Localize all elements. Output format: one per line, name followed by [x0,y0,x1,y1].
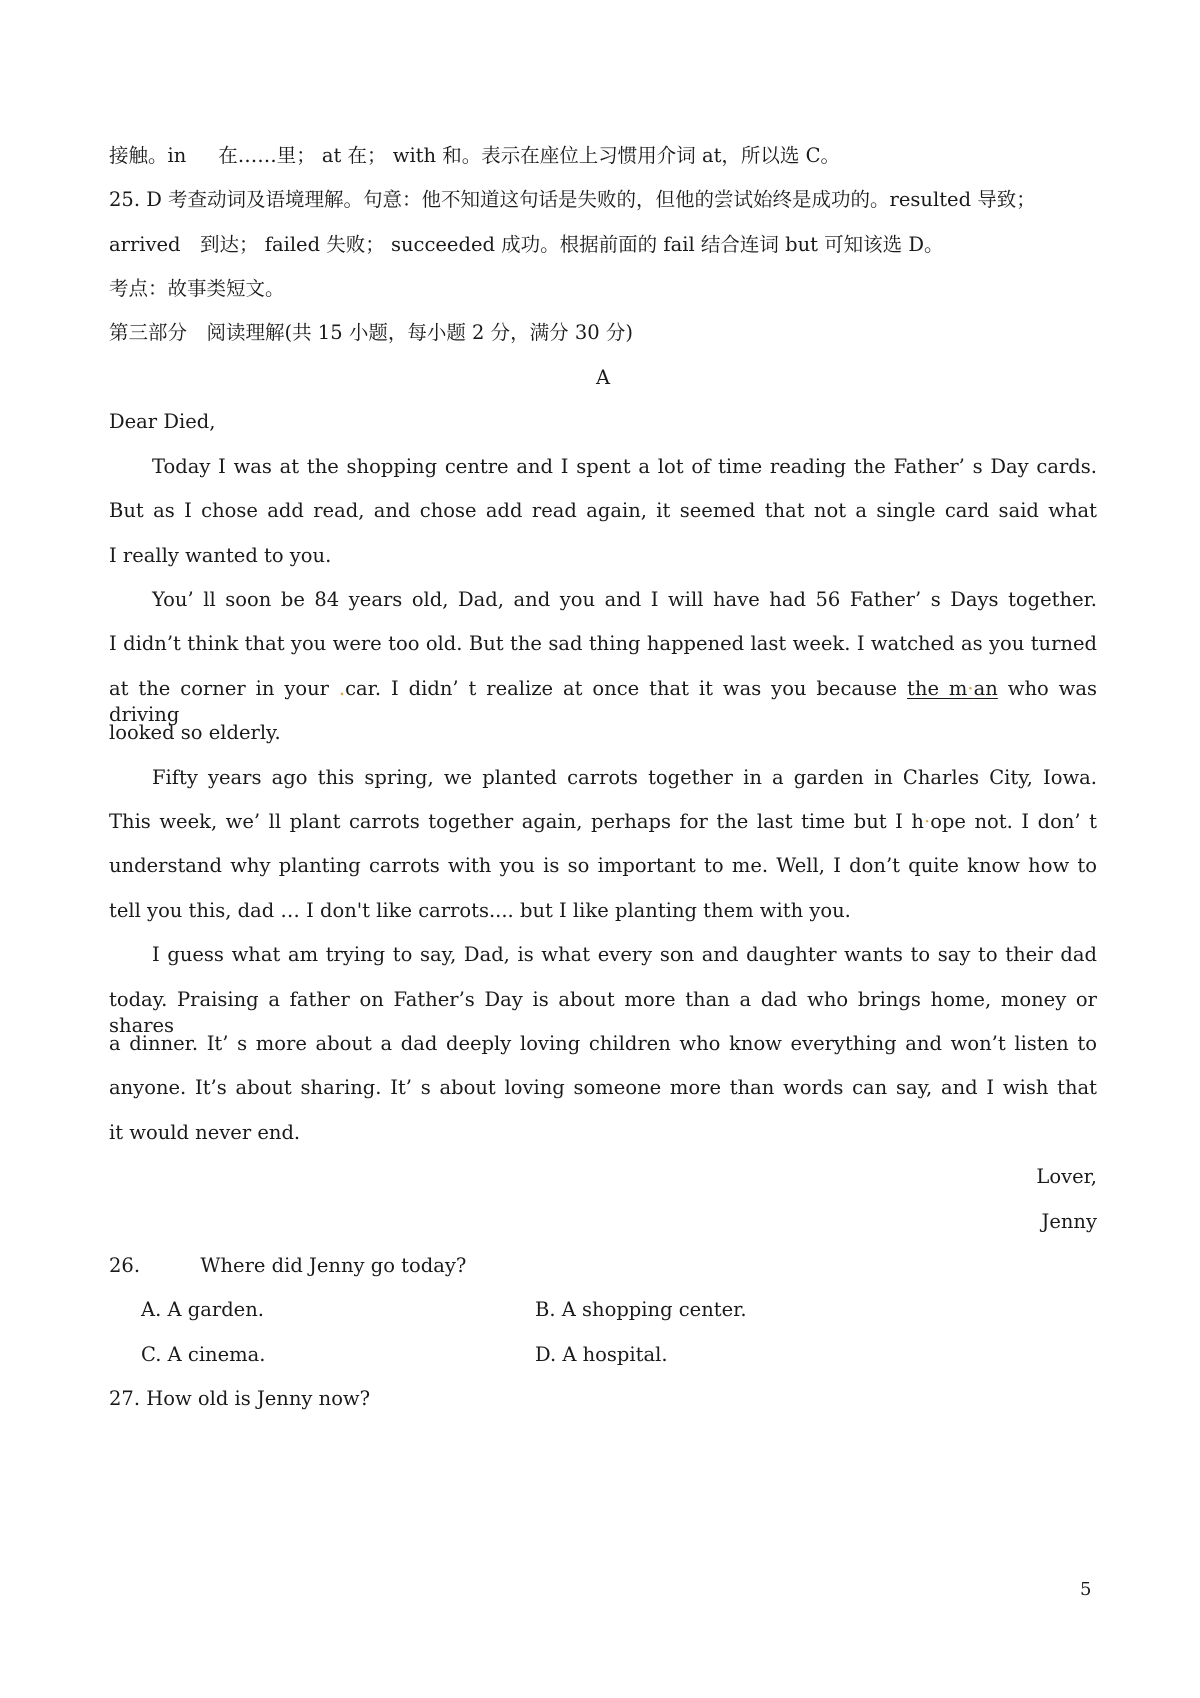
letter-line: understand why planting carrots with you is so important to me. Well, I don’t quite know how to [109,854,1097,877]
question-27: 27. How old is Jenny now? [109,1387,371,1410]
letter-closing: Lover, [1036,1165,1097,1188]
text-run: ope not. I don’ t [930,810,1097,833]
letter-line-with-underline [109,676,1098,726]
letter-line [109,809,1097,835]
text-run: an [973,677,998,700]
text-run: car. I didn’ t realize at once that it was you because [345,677,908,700]
question-text: Where did Jenny go today? [200,1254,467,1277]
letter-salutation: Dear Died, [109,410,216,433]
letter-line: anyone. It’s about sharing. It’ s about loving someone more than words can say, and I wish that [109,1076,1097,1099]
explanation-line-1: 接触。in 在……里； at 在； with 和。表示在座位上习惯用介词 at，所以选 C。 [109,144,841,167]
letter-line: looked so elderly. [109,721,281,744]
text-run: at the corner in your [109,677,339,700]
option-d: D. A hospital. [535,1343,668,1366]
letter-line: Fifty years ago this spring, we planted carrots together in a garden in Charles City, Iowa. [152,766,1097,789]
text-run: This week, we’ ll plant carrots together again, perhaps for the last time but I h [109,810,924,833]
letter-line: today. Praising a father on Father’s Day is about more than a dad who brings home, money or shares [109,988,1097,1037]
explanation-line-4: 考点：故事类短文。 [109,277,285,300]
highlight-mark: · [967,677,974,700]
highlight-mark: . [338,677,346,700]
explanation-line-2: 25. D 考查动词及语境理解。句意：他不知道这句话是失败的，但他的尝试始终是成功的。resulted 导致； [109,188,1036,211]
question-26 [109,1253,1097,1279]
letter-line: I really wanted to you. [109,544,332,567]
option-a: A. A garden. [141,1298,264,1321]
letter-line: tell you this, dad … I don't like carrots.... but I like planting them with you. [109,899,851,922]
letter-line: I didn’t think that you were too old. But the sad thing happened last week. I watched as you turned [109,632,1097,655]
option-b: B. A shopping center. [535,1298,747,1321]
question-number: 26. [109,1254,141,1277]
letter-line: it would never end. [109,1121,301,1144]
explanation-line-3: arrived 到达； failed 失败； succeeded 成功。根据前面的 fail 结合连词 but 可知该选 D。 [109,233,944,256]
page-number: 5 [1080,1579,1092,1600]
section-title: 第三部分 阅读理解(共 15 小题，每小题 2 分，满分 30 分) [109,321,633,344]
letter-signature: Jenny [1041,1210,1097,1233]
letter-line: I guess what am trying to say, Dad, is what every son and daughter wants to say to their dad [152,943,1097,966]
letter-line: Today I was at the shopping centre and I spent a lot of time reading the Father’ s Day cards. [152,455,1097,478]
text-run: who was driving [109,677,1098,726]
letter-line: But as I chose add read, and chose add read again, it seemed that not a single card said what [109,499,1097,522]
option-c: C. A cinema. [141,1343,266,1366]
text-run: the m [907,677,968,700]
passage-label: A [595,366,611,389]
letter-line: a dinner. It’ s more about a dad deeply loving children who know everything and won’t listen to [109,1032,1097,1055]
underlined-phrase [907,677,998,700]
highlight-mark: · [923,810,931,833]
letter-line: You’ ll soon be 84 years old, Dad, and you and I will have had 56 Father’ s Days together. [152,588,1097,611]
